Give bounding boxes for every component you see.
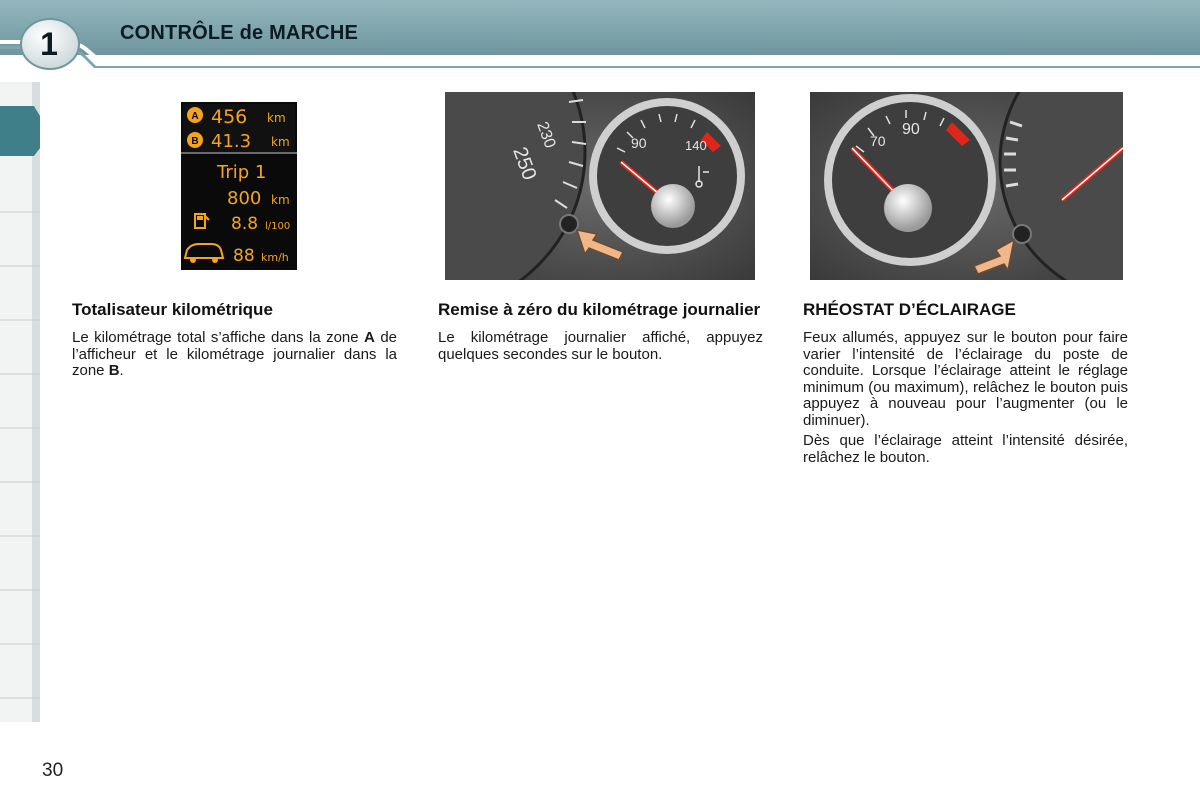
section-dimmer-text-2: Dès que l’éclairage atteint l’intensité désirée, relâchez le bouton.: [803, 432, 1128, 466]
page-header: [0, 0, 1200, 62]
page-number: 30: [42, 760, 64, 781]
temp-label-90-right: 90: [902, 121, 920, 138]
section-trip-reset-title: Remise à zéro du kilométrage journalier: [438, 300, 761, 319]
trip-reset-knob: [560, 215, 578, 233]
zone-a-label: A: [191, 111, 199, 122]
speed-unit: km/h: [261, 251, 289, 264]
zone-b-unit: km: [271, 135, 290, 149]
consumption-value: 8.8: [231, 214, 259, 234]
temp-label-90: 90: [631, 135, 647, 151]
section-trip-reset-text: Le kilométrage journalier affiché, appuyez quelques secondes sur le bouton.: [438, 329, 763, 363]
zone-a-reference: A: [364, 329, 375, 346]
chapter-number: 1: [40, 25, 58, 62]
section-dimmer: [803, 300, 1128, 470]
lcd-display: [181, 102, 297, 270]
odometer-display-illustration: [181, 102, 297, 270]
instrument-cluster-right-view: [810, 92, 1123, 280]
speed-label-230: 230: [533, 119, 559, 151]
zone-b-reference: B: [108, 362, 120, 379]
zone-a-value: 456: [211, 106, 248, 128]
zone-a-unit: km: [267, 111, 286, 125]
section-trip-reset: [438, 300, 763, 367]
trip-distance-unit: km: [271, 193, 290, 207]
trip-reset-illustration: [445, 92, 755, 280]
section-odometer: [72, 300, 397, 384]
chapter-tab-strip: [0, 82, 42, 722]
temp-label-70: 70: [870, 133, 886, 149]
instrument-cluster-left-view: [445, 92, 755, 280]
gauge-hub-right: [884, 184, 932, 232]
trip-title: Trip 1: [217, 162, 267, 183]
odometer-text-part2: de l’afficheur et le kilométrage journalier dans la zone: [72, 329, 398, 379]
section-odometer-title: Totalisateur kilométrique: [72, 300, 273, 319]
tab-strip-graphic: [0, 82, 42, 722]
speed-value: 88: [233, 246, 255, 266]
speed-label-250: 250: [508, 144, 541, 184]
dimmer-knob: [1013, 225, 1031, 243]
zone-b-label: B: [191, 136, 199, 147]
consumption-unit: l/100: [265, 221, 291, 232]
section-dimmer-text-1: Feux allumés, appuyez sur le bouton pour faire varier l’intensité de l’éclairage du poste de conduite. Lorsque l’éclairage atteint le réglage minimum (ou maximum), relâchez le bouton puis appuyez à nouveau pour l’augmenter (ou le diminuer).: [803, 329, 1128, 429]
trip-distance-value: 800: [227, 188, 262, 209]
chapter-title: CONTRÔLE de MARCHE: [120, 22, 359, 44]
temp-label-140: 140: [685, 138, 707, 153]
zone-b-value: 41.3: [211, 131, 252, 152]
odometer-text-part1: Le kilométrage total s’affiche dans la zone: [72, 329, 365, 346]
section-odometer-text: [72, 330, 397, 380]
odometer-text-part3: .: [119, 362, 124, 379]
gauge-hub: [651, 184, 695, 228]
dimmer-illustration: [810, 92, 1123, 280]
section-dimmer-title: RHÉOSTAT D’ÉCLAIRAGE: [803, 300, 1016, 319]
